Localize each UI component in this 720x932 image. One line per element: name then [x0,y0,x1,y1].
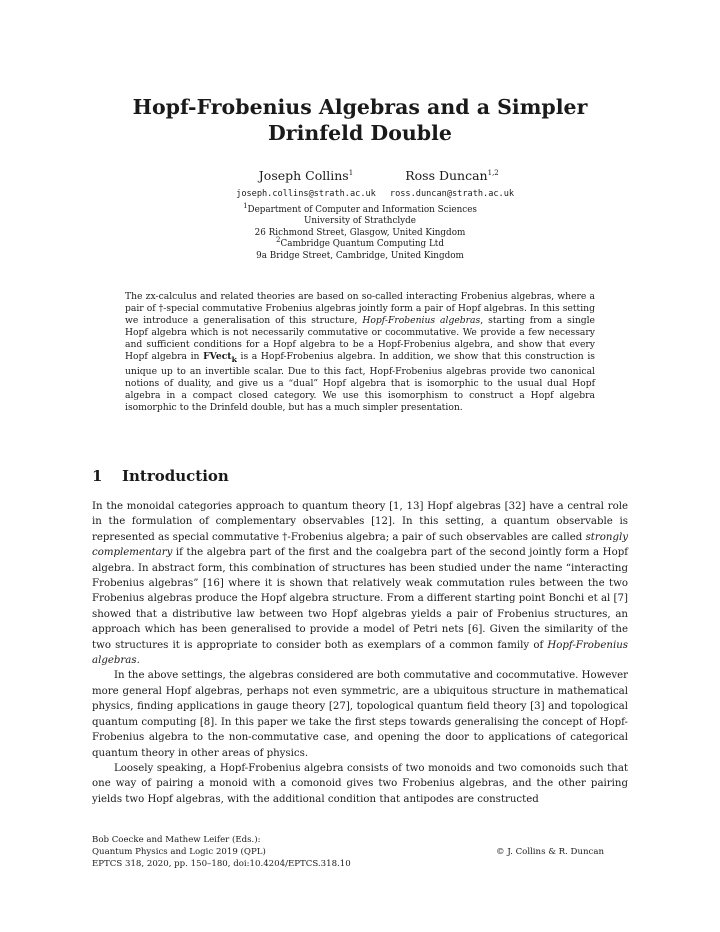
publication-info: Bob Coecke and Mathew Leifer (Eds.): Quantum Physics and Logic 2019 (QPL) EPTCS 318, 2020, pp. 150–180, doi:10.4204/EPTCS.318.10 [92,835,351,869]
author-name: Joseph Collins$^1$ [258,168,354,183]
affiliation-line: $^2$Cambridge Quantum Computing Ltd [276,236,444,250]
paragraph: Loosely speaking, a Hopf-Frobenius algebra consists of two monoids and two comonoids such that one way of pairing a monoid with a comonoid gives two Frobenius algebras, and the other pairing yields two Hopf algebras, with the additional condition that antipodes are constructed [92,762,628,805]
paragraph: In the above settings, the algebras considered are both commutative and cocommutative. However more general Hopf algebras, perhaps not even symmetric, are a ubiquitous structure in mathematical physics, finding applications in gauge theory [27], topological quantum field theory [3] and topological quantum computing [8]. In this paper we take the first steps towards generalising the concept of Hopf-Frobenius algebra to the non-commutative case, and opening the door to applications of categorical quantum theory in other areas of physics. [92,670,628,759]
paper-title: Hopf-Frobenius Algebras and a Simpler Drinfeld Double [132,95,588,145]
abstract: The zx-calculus and related theories are based on so-called interacting Frobenius algebras, where a pair of †-special commutative Frobenius algebras jointly form a pair of Hopf algebras. In this setting we introduce a generalisation of this structure, Hopf-Frobenius algebras, starting from a single Hopf algebra which is not necessarily commutative or cocommutative. We provide a few necessary and sufficient conditions for a Hopf algebra to be a Hopf-Frobenius algebra, and show that every Hopf algebra in FVect$_k$ is a Hopf-Frobenius algebra. In addition, we show that this construction is unique up to an invertible scalar. Due to this fact, Hopf-Frobenius algebras provide two canonical notions of duality, and give us a “dual” Hopf algebra that is isomorphic to the usual dual Hopf algebra in a compact closed category. We use this isomorphism to construct a Hopf algebra isomorphic to the Drinfeld double, but has a much simpler presentation. [125,291,595,414]
affiliations [160,202,560,262]
affiliation-line: 9a Bridge Street, Cambridge, United Kingdom [256,250,464,261]
author-2 [367,169,537,200]
author-name: Ross Duncan$^{1,2}$ [405,168,499,183]
body-text [92,499,628,807]
affiliation-line: $^1$Department of Computer and Information Sciences [243,202,477,215]
author-email[interactable]: ross.duncan@strath.ac.uk [389,189,515,199]
section-heading: 1 Introduction [92,467,229,485]
affiliation-line: 26 Richmond Street, Glasgow, United Kingdom [254,227,466,238]
affiliation-line: University of Strathclyde [303,216,416,227]
copyright-notice: © J. Collins & R. Duncan [496,847,604,857]
paragraph: In the monoidal categories approach to quantum theory [1, 13] Hopf algebras [32] have a central role in the formulation of complementary observables [12]. In this setting, a quantum observable is represented as special commutative †-Frobenius algebra; a pair of such observables are called strongly complementary if the algebra part of the first and the coalgebra part of the second jointly form a Hopf algebra. In abstract form, this combination of structures has been studied under the name “interacting Frobenius algebras” [16] where it is shown that relatively weak commutation rules between the two Frobenius algebras produce the Hopf algebra structure. From a different starting point Bonchi et al [7] showed that a distributive law between two Hopf algebras yields a pair of Frobenius structures, an approach which has been generalised to provide a model of Petri nets [6]. Given the similarity of the two structures it is appropriate to consider both as exemplars of a common family of Hopf-Frobenius algebras. [92,501,628,667]
author-email[interactable]: joseph.collins@strath.ac.uk [236,189,376,199]
